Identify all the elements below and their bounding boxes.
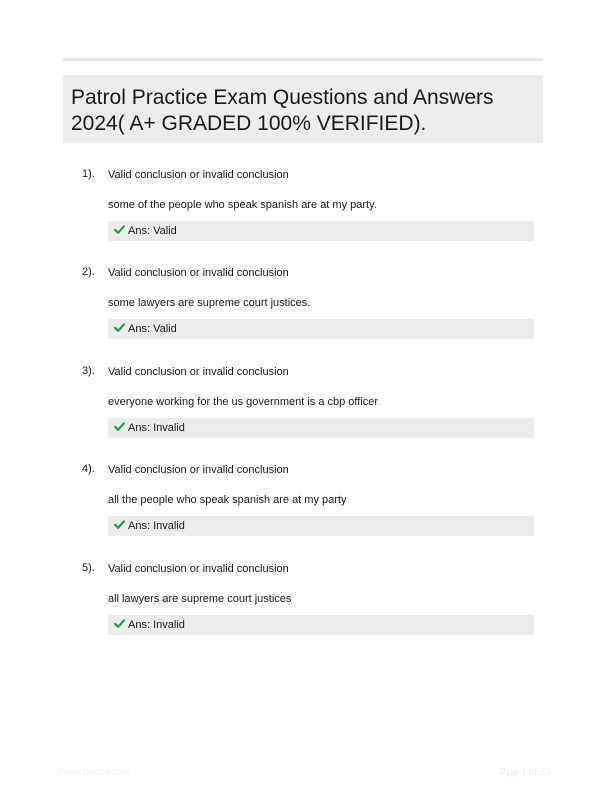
question-prompt: Valid conclusion or invalid conclusion — [108, 464, 289, 476]
question-statement: all lawyers are supreme court justices — [108, 593, 292, 605]
question-statement: some of the people who speak spanish are at my party. — [108, 199, 377, 211]
check-icon — [114, 322, 125, 333]
question-number: 2). — [82, 266, 95, 278]
answer-box — [108, 221, 534, 241]
question-statement: everyone working for the us government is a cbp officer — [108, 396, 379, 408]
question-prompt: Valid conclusion or invalid conclusion — [108, 267, 289, 279]
question-number: 1). — [82, 168, 95, 180]
check-icon — [114, 421, 125, 432]
question-prompt: Valid conclusion or invalid conclusion — [108, 366, 289, 378]
answer-text: Ans: Invalid — [128, 422, 185, 434]
question-number: 5). — [82, 562, 95, 574]
question-prompt: Valid conclusion or invalid conclusion — [108, 169, 289, 181]
answer-box — [108, 516, 534, 536]
question-number: 3). — [82, 365, 95, 377]
check-icon — [114, 618, 125, 629]
title-banner — [63, 75, 543, 143]
answer-text: Ans: Invalid — [128, 619, 185, 631]
question-statement: all the people who speak spanish are at my party — [108, 494, 347, 506]
footer-watermark: Paperstudies.com — [58, 767, 131, 777]
question-statement: some lawyers are supreme court justices. — [108, 297, 311, 309]
answer-text: Ans: Invalid — [128, 520, 185, 532]
page-number: Page 1 of 23 — [499, 767, 550, 778]
check-icon — [114, 519, 125, 530]
top-divider — [63, 58, 543, 61]
answer-text: Ans: Valid — [128, 323, 177, 335]
question-number: 4). — [82, 463, 95, 475]
question-prompt: Valid conclusion or invalid conclusion — [108, 563, 289, 575]
check-icon — [114, 224, 125, 235]
answer-text: Ans: Valid — [128, 225, 177, 237]
page-title: Patrol Practice Exam Questions and Answers 2024( A+ GRADED 100% VERIFIED). — [71, 86, 494, 135]
answer-box — [108, 615, 534, 635]
answer-box — [108, 319, 534, 339]
answer-box — [108, 418, 534, 438]
